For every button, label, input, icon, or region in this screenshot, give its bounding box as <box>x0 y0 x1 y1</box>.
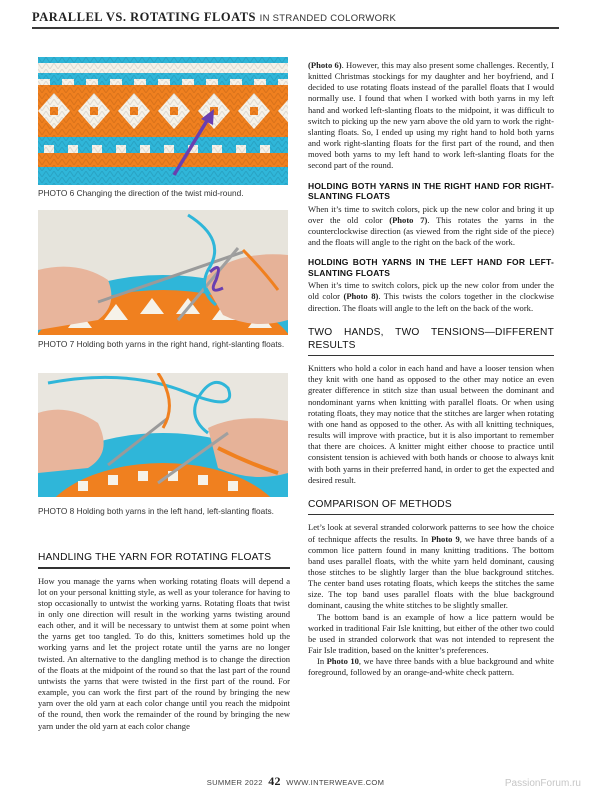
subheading-left-hand: HOLDING BOTH YARNS IN THE LEFT HAND FOR LEFT-SLANTING FLOATS <box>308 257 554 278</box>
intro-text: . However, this may also present some challenges. Recently, I knitted Christmas stockings for my daughter and her boyfriend, and I decided to use rotating floats instead of the parallel floats that I would normally use. I found that when I worked with both yarns in my left hand and worked left-slanting floats to the midpoint, it was difficult to switch to picking up the new yarn above the old yarn to work the right-slanting floats. So, I ended up using my right hand to hold both yarns and work right-slanting floats for the first part of the round, and then moved both yarns to my left hand to work left-slanting floats for the second part of the round. <box>308 60 554 171</box>
comparison-p3-text-a: In <box>317 656 327 667</box>
running-head <box>32 10 396 25</box>
subheading-right-hand: HOLDING BOTH YARNS IN THE RIGHT HAND FOR RIGHT-SLANTING FLOATS <box>308 180 554 202</box>
photo-7-ref: (Photo 7) <box>389 214 428 225</box>
photo-10-ref: Photo 10 <box>326 656 359 667</box>
comparison-p3-text-b: , we have three bands with a blue background and white foreground, followed by an orange-and-white check pattern. <box>308 656 554 678</box>
photo-7-caption: PHOTO 7 Holding both yarns in the right hand, right-slanting floats. <box>38 339 285 349</box>
watermark: PassionForum.ru <box>504 778 581 789</box>
left-hand-text-b: . This twists the colors together in the clockwise direction. The floats will angle to the left on the back of the work. <box>308 291 554 313</box>
heading-handling-yarn: HANDLING THE YARN FOR ROTATING FLOATS <box>38 552 272 563</box>
photo-9-ref: Photo 9 <box>431 533 460 544</box>
heading-rule <box>308 514 554 516</box>
comparison-paragraph-2: The bottom band is an example of how a lice pattern would be worked in traditional Fair Isle knitting, but either of the other two could be used in stranded colorwork that was not intended to represent the Fair Isle tradition, based on the knitter’s preferences. <box>308 611 554 656</box>
comparison-text-b: , we have three bands of a common lice pattern found in many knitting traditions. The bottom band uses parallel floats, with the white yarn held dominant, causing those stitches to be slightly larger than the blue background stitches. The center band uses rotating floats, which keeps the stitches the same size. The top band uses parallel floats with the blue background dominant, causing the white stitches to be slightly smaller. <box>308 533 554 611</box>
page-footer <box>0 774 591 789</box>
photo-6-ref: (Photo 6) <box>308 60 342 70</box>
left-hand-text-a: When it’s time to switch colors, pick up the new color from under the old color <box>308 280 554 302</box>
photo-8-caption: PHOTO 8 Holding both yarns in the left hand, left-slanting floats. <box>38 506 274 516</box>
heading-comparison: COMPARISON OF METHODS <box>308 498 452 510</box>
page-number: 42 <box>268 774 281 788</box>
photo-8-ref: (Photo 8) <box>343 291 379 302</box>
photo-6-caption: PHOTO 6 Changing the direction of the twist mid-round. <box>38 188 244 198</box>
comparison-paragraph-3 <box>308 656 554 678</box>
header-rule <box>32 27 559 29</box>
right-hand-paragraph <box>308 204 554 249</box>
right-hand-text-a: When it’s time to switch colors, pick up the new color and bring it up over the old color <box>308 203 554 225</box>
handling-yarn-paragraph: How you manage the yarns when working rotating floats will depend a lot on your personal knitting style, as well as your tolerance for having to stop occasionally to untwist the working yarns. Rotating floats that twist in only one direction will result in the working yarns twisting around each other, and it will be necessary to untwist them at some point when the yarns get too tangled. To do this, knitters sometimes hold up the working yarns and let the project rotate until the yarns are no longer twisted. An alternative to the dangling method is to change the direction of the floats at the midpoint of the round so that the last part of the round untwists the yarns that were twisted in the first part of the round. For example, you can work the first part of the round by bringing the new yarn over the old yarn at each color change until you reach the midpoint of the round, then work the remainder of the round by bringing the new yarn under the old yarn at each color change <box>38 575 290 731</box>
photo-7 <box>38 210 288 335</box>
photo-6 <box>38 57 288 185</box>
footer-site[interactable]: WWW.INTERWEAVE.COM <box>286 778 385 787</box>
right-column <box>308 60 554 679</box>
photo-7-image <box>38 210 288 335</box>
right-hand-text-b: . This rotates the yarns in the counterclockwise direction (as viewed from the right side of the piece) and the floats will angle to the right on the back of the work. <box>308 214 554 248</box>
running-head-title: PARALLEL VS. ROTATING FLOATS <box>32 10 256 24</box>
intro-paragraph <box>308 60 554 172</box>
running-head-subtitle: IN STRANDED COLORWORK <box>259 13 397 24</box>
heading-two-hands: TWO HANDS, TWO TENSIONS—DIFFERENT RESULTS <box>308 326 554 351</box>
two-hands-paragraph: Knitters who hold a color in each hand and have a looser tension when they knit with one hand as opposed to the other may notice an even greater difference in stitch size than usual between the dominant and nondominant yarns when knitting with parallel floats. Or when using rotating floats, they may notice that the stitches are larger when rotating with one hand as opposed to the other. As with all knitting techniques, results will improve with practice, but it is also important to remember that there are choices. A knitter might either choose to practice until consistent tension is achieved with both hands or choose to always knit with both yarns in their preferred hand, in order to get the expected and desired result. <box>308 363 554 485</box>
comparison-text-a: Let’s look at several stranded colorwork patterns to see how the choice of technique affects the results. In <box>308 522 554 544</box>
left-hand-paragraph <box>308 280 554 313</box>
photo-8-image <box>38 373 288 497</box>
photo-8 <box>38 373 288 497</box>
photo-6-image <box>38 57 288 185</box>
heading-rule <box>308 355 554 357</box>
footer-issue: SUMMER 2022 <box>206 778 263 787</box>
left-column <box>38 551 290 732</box>
heading-rule <box>38 567 290 569</box>
comparison-paragraph-1 <box>308 522 554 611</box>
